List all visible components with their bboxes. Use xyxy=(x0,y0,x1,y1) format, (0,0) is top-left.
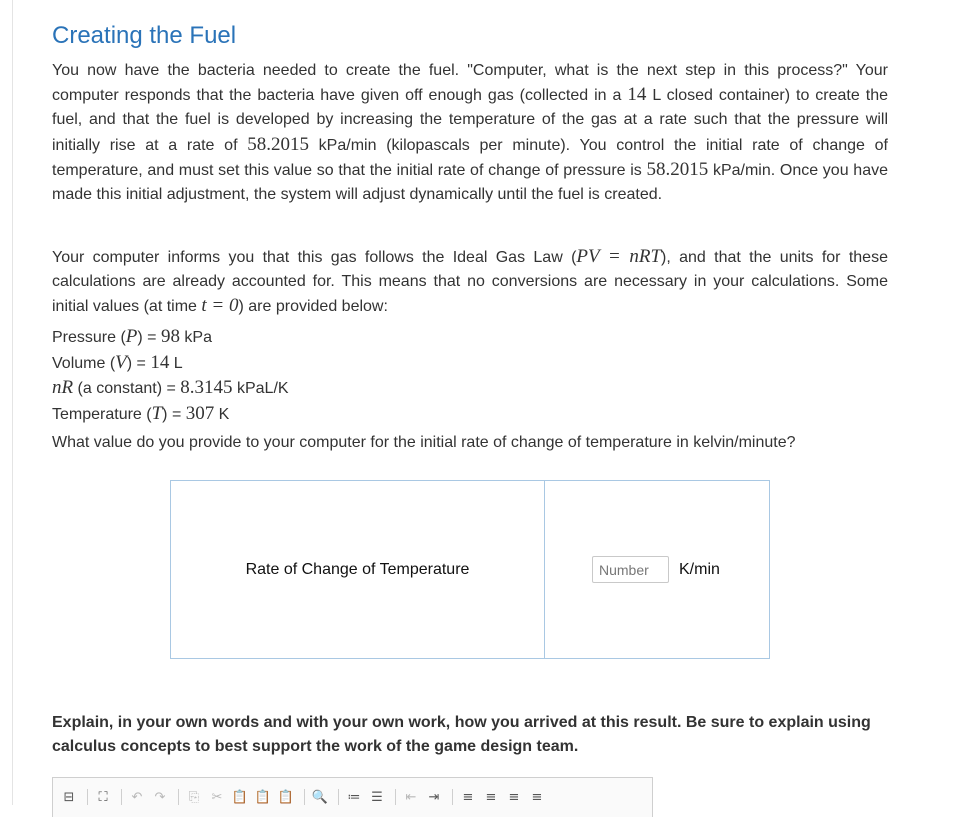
ideal-gas-equation: PV = nRT xyxy=(576,246,662,267)
cut-icon[interactable]: ✂ xyxy=(211,789,223,805)
numbered-list-icon[interactable]: ≔ xyxy=(347,789,361,805)
question-text: What value do you provide to your computer for the initial rate of change of temperature in kelvin/minute? xyxy=(52,434,796,451)
toolbar-separator xyxy=(452,789,453,805)
intro-paragraph: You now have the bacteria needed to create the fuel. "Computer, what is the next step in this process?" Your computer responds that the bacteria have given off enough gas (collected in a 14 L closed container) to create the fuel, and that the fuel is developed by increasing the temperature of the gas at a rate such that the pressure will initially rise at a rate of 58.2015 kPa/min (kilopascals per minute). You control the initial rate of change of temperature, and must set this value so that the initial rate of change of pressure is 58.2015 kPa/min. Once you have made this initial adjustment, the system will adjust dynamically until the fuel is created. xyxy=(52,62,888,204)
toolbar-separator xyxy=(304,789,305,805)
rich-text-editor xyxy=(52,777,653,817)
find-icon[interactable]: 🔍 xyxy=(311,789,329,805)
redo-icon[interactable]: ↷ xyxy=(154,789,166,805)
page-title: Creating the Fuel xyxy=(52,22,237,49)
paste-text-icon[interactable]: 📋 xyxy=(254,789,272,805)
editor-toolbar xyxy=(53,778,652,816)
answer-input-cell xyxy=(545,481,769,658)
copy-icon[interactable]: ⎘ xyxy=(188,789,200,805)
answer-table xyxy=(170,480,770,659)
value-volume: Volume (V) = 14 L xyxy=(52,351,183,373)
align-right-icon[interactable]: ≡ xyxy=(508,789,520,805)
initial-values-list xyxy=(52,325,289,427)
toolbar-separator xyxy=(178,789,179,805)
align-left-icon[interactable]: ≡ xyxy=(462,789,474,805)
rate-number-input[interactable] xyxy=(592,556,669,583)
left-border xyxy=(12,0,13,805)
outdent-icon[interactable]: ⇤ xyxy=(405,789,417,805)
align-justify-icon[interactable]: ≡ xyxy=(531,789,543,805)
gas-law-paragraph: Your computer informs you that this gas follows the Ideal Gas Law (PV = nRT), and that the units for these calculations are already accounted for. This means that no conversions are necessary in your calculations. Some initial values (at time t = 0) are provided below: xyxy=(52,246,888,317)
value-nr-constant: nR (a constant) = 8.3145 kPaL/K xyxy=(52,377,289,398)
paste-word-icon[interactable]: 📋 xyxy=(277,789,295,805)
toolbar-separator xyxy=(121,789,122,805)
align-center-icon[interactable]: ≡ xyxy=(485,789,497,805)
toolbar-separator xyxy=(338,789,339,805)
source-icon[interactable]: ⊟ xyxy=(63,789,75,805)
toolbar-separator xyxy=(395,789,396,805)
maximize-icon[interactable]: ⛶ xyxy=(98,789,108,805)
value-temperature: Temperature (T) = 307 K xyxy=(52,402,230,424)
time-equation: t = 0 xyxy=(201,295,239,317)
paste-icon[interactable]: 📋 xyxy=(231,789,249,805)
value-pressure: Pressure (P) = 98 kPa xyxy=(52,326,212,347)
indent-icon[interactable]: ⇥ xyxy=(428,789,440,805)
explain-prompt: Explain, in your own words and with your own work, how you arrived at this result. Be sure to explain using calculus concepts to best support the work of the game design team. xyxy=(52,714,871,755)
unit-label: K/min xyxy=(679,560,720,578)
undo-icon[interactable]: ↶ xyxy=(131,789,143,805)
bullet-list-icon[interactable]: ☰ xyxy=(371,789,383,805)
answer-label: Rate of Change of Temperature xyxy=(171,481,545,658)
toolbar-separator xyxy=(87,789,88,805)
